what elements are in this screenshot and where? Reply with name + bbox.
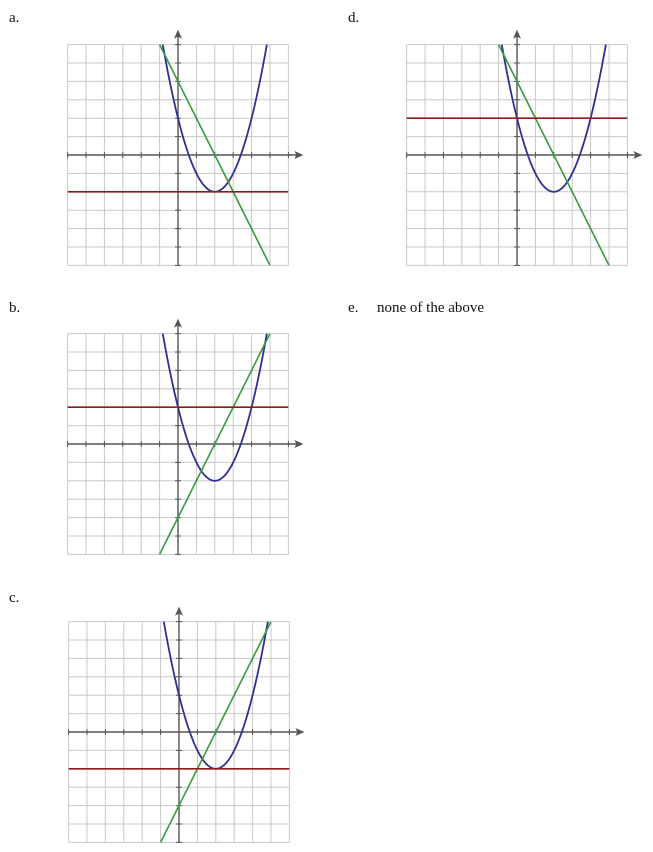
option-d-label: d. [348, 10, 360, 26]
option-a-label: a. [9, 10, 20, 26]
series-group [407, 0, 631, 302]
chart-group-d [407, 0, 643, 302]
option-e-text: none of the above [377, 300, 485, 316]
option-c-label: c. [9, 590, 20, 606]
option-e-label: e. [348, 300, 359, 316]
option-b-label: b. [9, 300, 21, 316]
